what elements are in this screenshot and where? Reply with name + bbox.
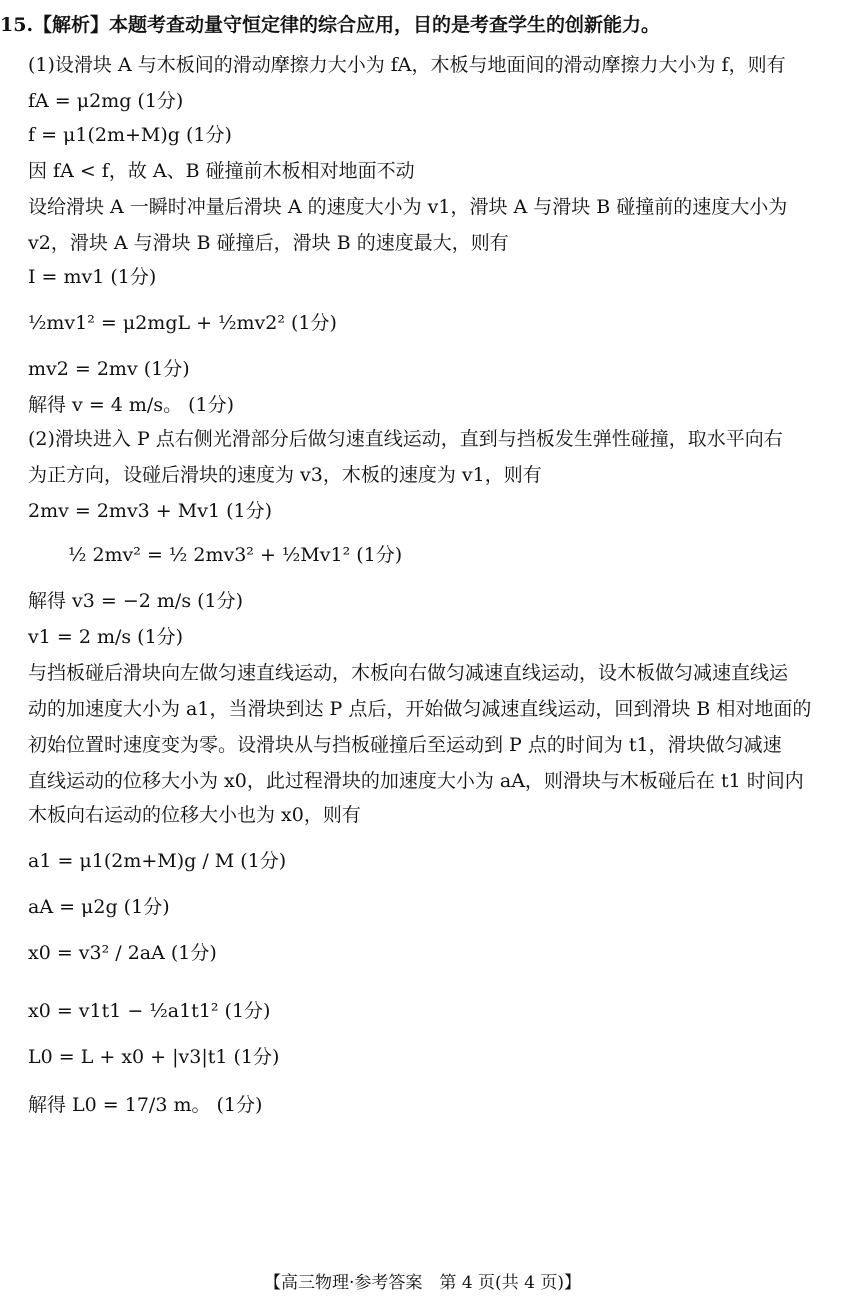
equation-line: ½ 2mv² = ½ 2mv3² + ½Mv1² (1分) bbox=[68, 544, 403, 566]
result-line: 解得 v3 = −2 m/s (1分) bbox=[28, 590, 244, 612]
text-line: 木板向右运动的位移大小也为 x0，则有 bbox=[28, 804, 361, 826]
text-line: 动的加速度大小为 a1，当滑块到达 P 点后，开始做匀减速直线运动，回到滑块 B 相对地面的 bbox=[28, 698, 812, 720]
text-line: 设给滑块 A 一瞬时冲量后滑块 A 的速度大小为 v1，滑块 A 与滑块 B 碰撞前的速度大小为 bbox=[28, 196, 788, 218]
result-line: v1 = 2 m/s (1分) bbox=[28, 626, 184, 648]
result-line: 解得 L0 = 17/3 m。 (1分) bbox=[28, 1094, 263, 1116]
text-line: 与挡板碰后滑块向左做匀速直线运动，木板向右做匀减速直线运动，设木板做匀减速直线运 bbox=[28, 662, 789, 684]
text-line: 为正方向，设碰后滑块的速度为 v3，木板的速度为 v1，则有 bbox=[28, 464, 542, 486]
equation-line: a1 = μ1(2m+M)g / M (1分) bbox=[28, 850, 287, 872]
result-line: 解得 v = 4 m/s。 (1分) bbox=[28, 394, 235, 416]
equation-line: f = μ1(2m+M)g (1分) bbox=[28, 124, 232, 146]
equation-line: aA = μ2g (1分) bbox=[28, 896, 170, 918]
equation-line: ½mv1² = μ2mgL + ½mv2² (1分) bbox=[28, 312, 337, 334]
equation-line: mv2 = 2mv (1分) bbox=[28, 358, 190, 380]
equation-line: fA = μ2mg (1分) bbox=[28, 90, 184, 112]
text-line: 因 fA < f，故 A、B 碰撞前木板相对地面不动 bbox=[28, 160, 415, 182]
equation-line: 2mv = 2mv3 + Mv1 (1分) bbox=[28, 500, 272, 522]
equation-line: x0 = v1t1 − ½a1t1² (1分) bbox=[28, 1000, 271, 1022]
equation-line: I = mv1 (1分) bbox=[28, 266, 157, 288]
text-line: v2，滑块 A 与滑块 B 碰撞后，滑块 B 的速度最大，则有 bbox=[28, 232, 509, 254]
equation-line: L0 = L + x0 + |v3|t1 (1分) bbox=[28, 1046, 280, 1068]
text-line: (2)滑块进入 P 点右侧光滑部分后做匀速直线运动，直到与挡板发生弹性碰撞，取水平向右 bbox=[28, 428, 783, 450]
equation-line: x0 = v3² / 2aA (1分) bbox=[28, 942, 217, 964]
section-heading: 15.【解析】本题考查动量守恒定律的综合应用，目的是考查学生的创新能力。 bbox=[0, 14, 661, 36]
page-footer: 【高三物理·参考答案 第 4 页(共 4 页)】 bbox=[264, 1273, 581, 1293]
text-line: 直线运动的位移大小为 x0，此过程滑块的加速度大小为 aA，则滑块与木板碰后在 t1 时间内 bbox=[28, 770, 804, 792]
text-line: 初始位置时速度变为零。设滑块从与挡板碰撞后至运动到 P 点的时间为 t1，滑块做匀减速 bbox=[28, 734, 782, 756]
text-line: (1)设滑块 A 与木板间的滑动摩擦力大小为 fA，木板与地面间的滑动摩擦力大小为 f，则有 bbox=[28, 54, 786, 76]
